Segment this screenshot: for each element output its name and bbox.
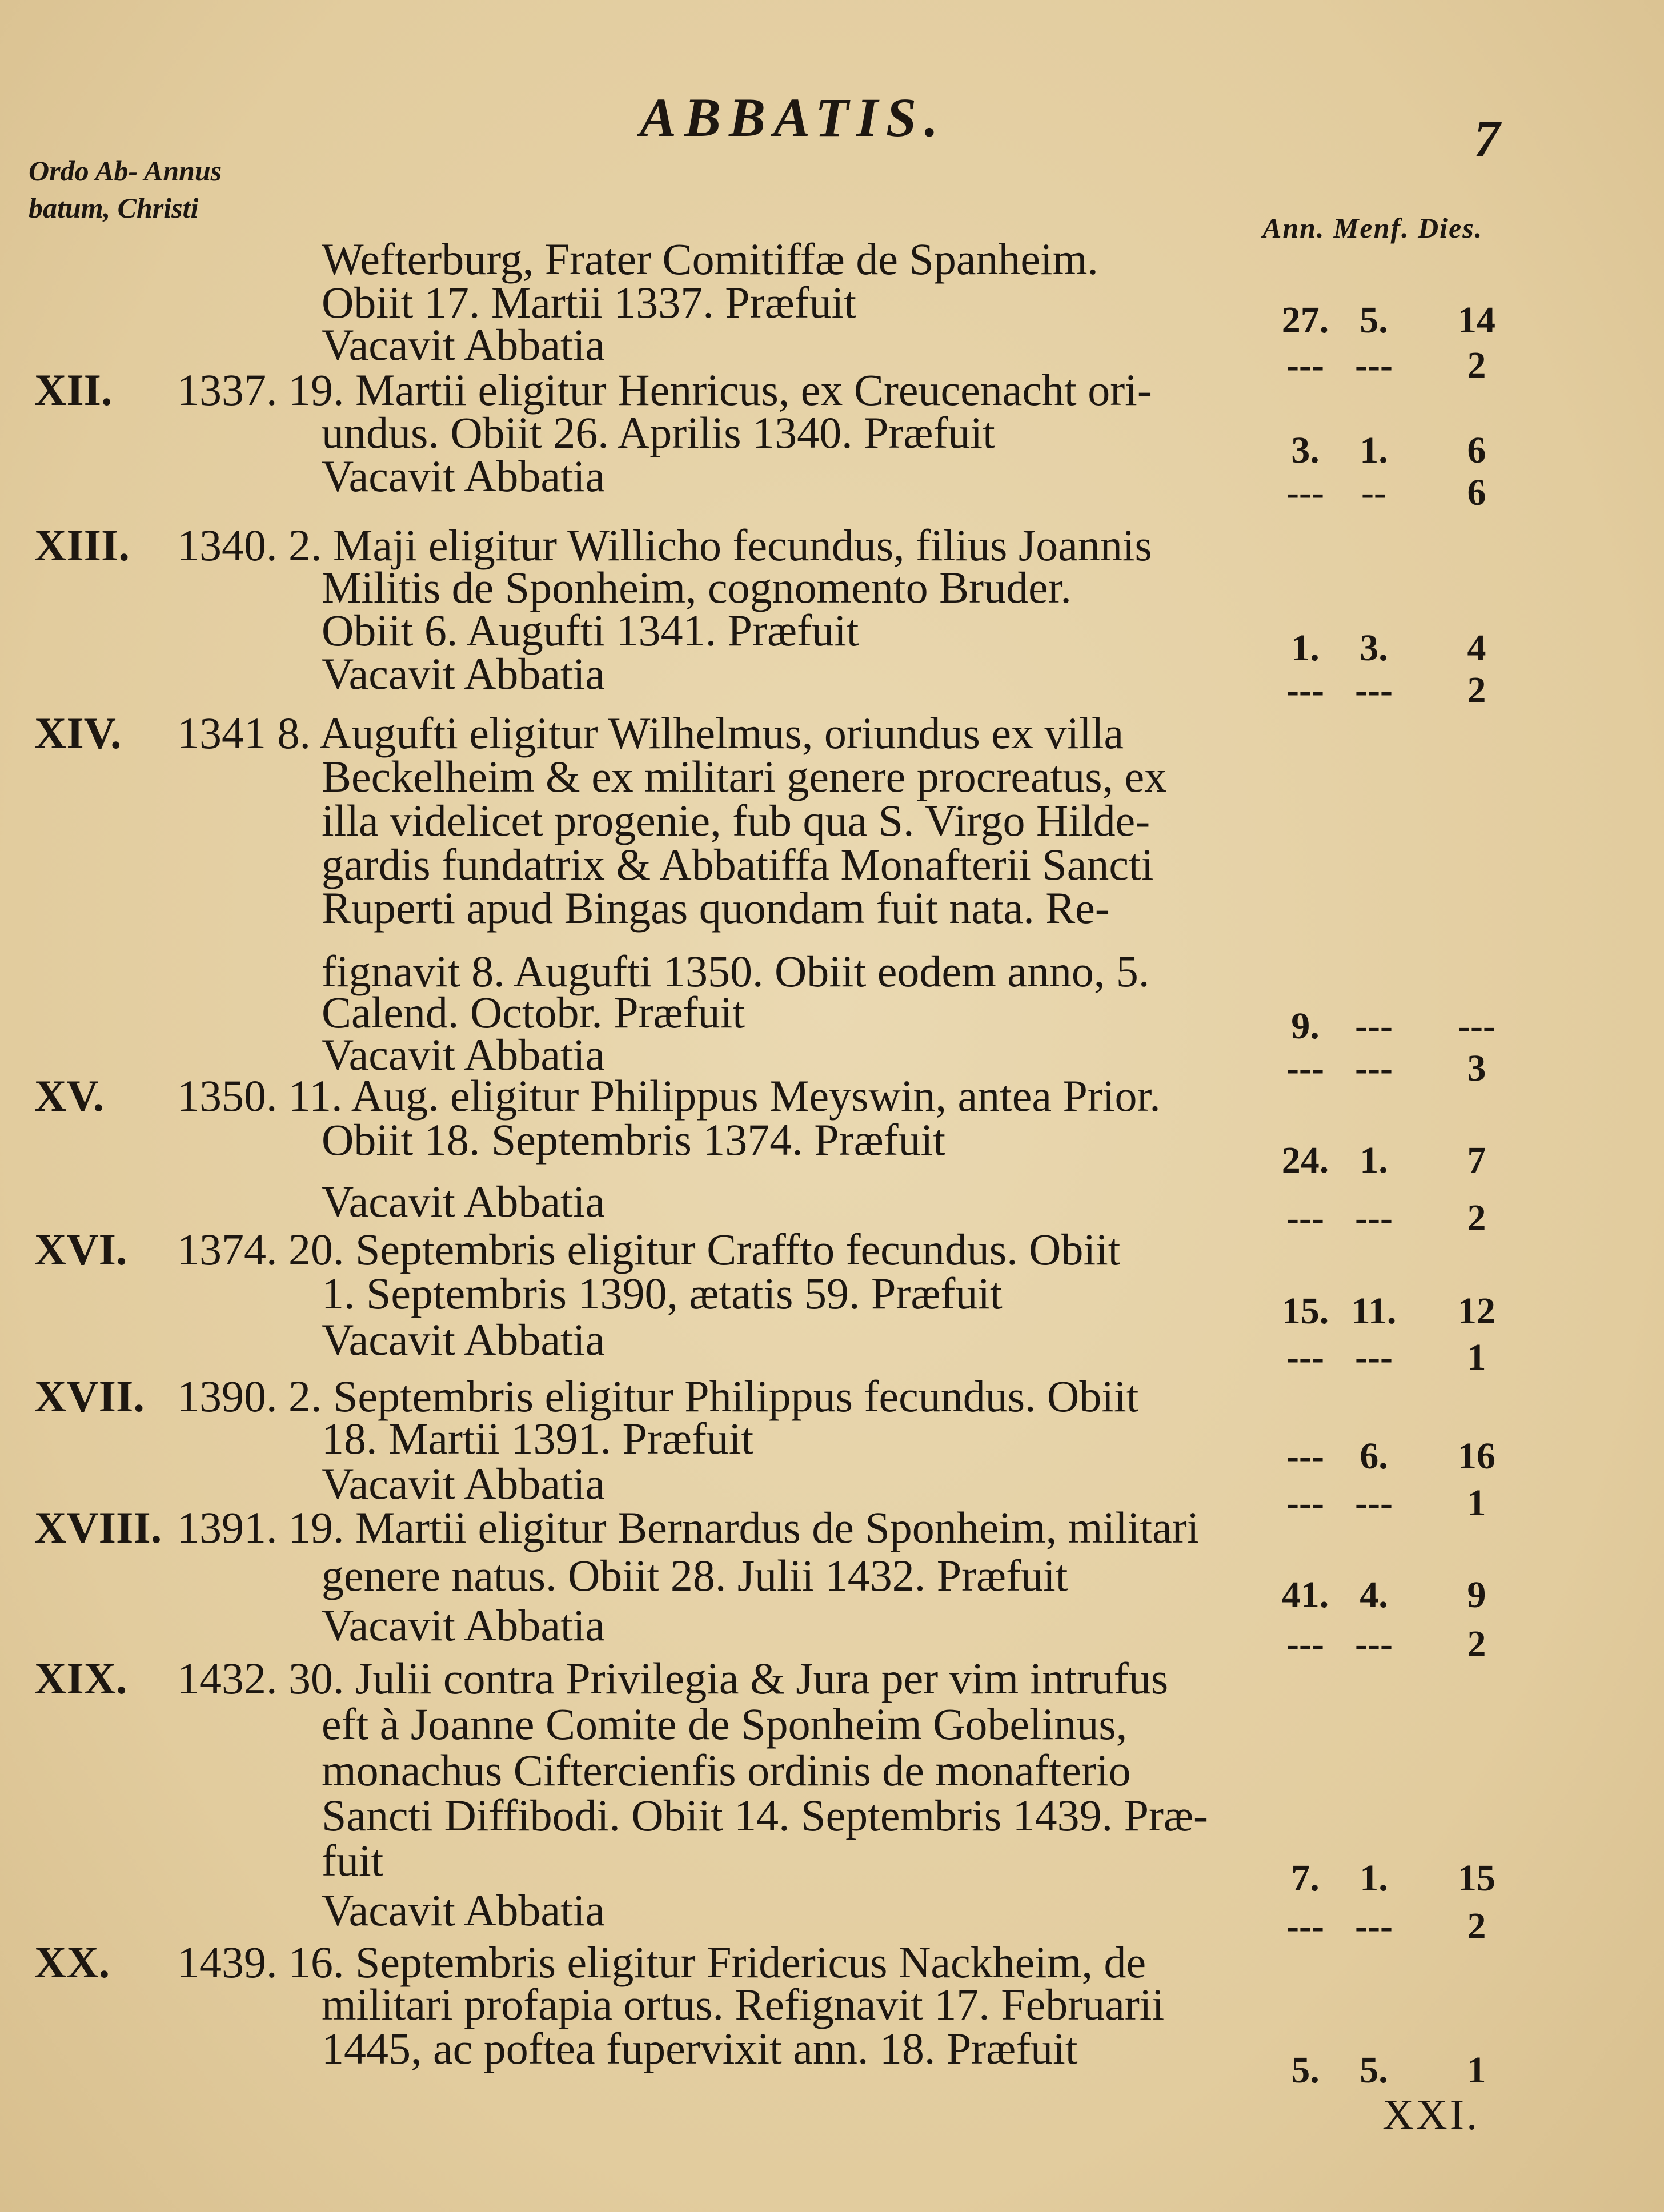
- text-line: 1391. 19. Martii eligitur Bernardus de Sponheim, militari: [177, 1503, 1200, 1552]
- text-line: Calend. Octobr. Præfuit: [322, 987, 745, 1037]
- tally-months: ---: [1355, 1336, 1393, 1378]
- text-line: 1340. 2. Maji eligitur Willicho fecundus, filius Joannis: [177, 520, 1152, 570]
- tally-years: ---: [1286, 1482, 1324, 1524]
- tally-days: 9: [1467, 1574, 1486, 1616]
- text-line: 1374. 20. Septembris eligitur Craffto fecundus. Obiit: [177, 1225, 1121, 1274]
- tally-days: 14: [1458, 299, 1495, 341]
- text-line: 1432. 30. Julii contra Privilegia & Jura per vim intrufus: [177, 1653, 1169, 1703]
- tally-years: ---: [1286, 669, 1324, 711]
- text-line: 1439. 16. Septembris eligitur Fridericus Nackheim, de: [177, 1937, 1146, 1987]
- text-line: illa videlicet progenie, fub qua S. Virgo Hilde-: [322, 796, 1150, 845]
- text-line: monachus Ciftercienfis ordinis de monafterio: [322, 1745, 1131, 1795]
- tally-years: ---: [1286, 472, 1324, 513]
- text-line: Obiit 18. Septembris 1374. Præfuit: [322, 1115, 945, 1165]
- text-line: genere natus. Obiit 28. Julii 1432. Præfuit: [322, 1551, 1068, 1600]
- text-line: Vacavit Abbatia: [322, 1177, 605, 1226]
- tally-days: 1: [1467, 1482, 1486, 1524]
- tally-days: 12: [1458, 1290, 1495, 1332]
- text-line: eft à Joanne Comite de Sponheim Gobelinus,: [322, 1699, 1128, 1749]
- text-line: 1390. 2. Septembris eligitur Philippus fecundus. Obiit: [177, 1371, 1139, 1421]
- tally-months: ---: [1355, 1905, 1393, 1947]
- tally-days: 16: [1458, 1435, 1495, 1477]
- tally-years: ---: [1286, 1905, 1324, 1947]
- abbot-ordinal: XVI.: [34, 1225, 127, 1274]
- tally-months: ---: [1355, 1005, 1393, 1047]
- tally-months: ---: [1355, 344, 1393, 386]
- tally-months: 5.: [1360, 299, 1388, 341]
- tally-days: 2: [1467, 669, 1486, 711]
- text-line: Beckelheim & ex militari genere procreatus, ex: [322, 752, 1167, 801]
- tally-years: 7.: [1291, 1857, 1320, 1899]
- tally-months: 11.: [1351, 1290, 1397, 1332]
- tally-days: 1: [1467, 1336, 1486, 1378]
- tally-days: 2: [1467, 1197, 1486, 1239]
- running-title: ABBATIS.: [640, 87, 947, 148]
- tally-days: 1: [1467, 2049, 1486, 2091]
- abbot-ordinal: XII.: [34, 365, 113, 415]
- tally-years: ---: [1286, 1336, 1324, 1378]
- tally-years: 9.: [1291, 1005, 1320, 1047]
- tally-months: 4.: [1360, 1574, 1388, 1616]
- tally-months: ---: [1355, 1197, 1393, 1239]
- text-line: Vacavit Abbatia: [322, 451, 605, 501]
- text-line: Wefterburg, Frater Comitiffæ de Spanheim.: [322, 234, 1098, 284]
- text-line: 1337. 19. Martii eligitur Henricus, ex Creucenacht ori-: [177, 365, 1152, 415]
- text-line: fignavit 8. Augufti 1350. Obiit eodem anno, 5.: [322, 946, 1150, 996]
- text-line: militari profapia ortus. Refignavit 17. Februarii: [322, 1980, 1165, 2029]
- tally-months: ---: [1355, 1482, 1393, 1524]
- text-line: 1350. 11. Aug. eligitur Philippus Meyswin, antea Prior.: [177, 1071, 1161, 1121]
- text-line: gardis fundatrix & Abbatiffa Monafterii Sancti: [322, 840, 1154, 889]
- text-line: fuit: [322, 1836, 384, 1885]
- tally-years: ---: [1286, 1435, 1324, 1477]
- tally-months: 5.: [1360, 2049, 1388, 2091]
- text-line: Obiit 17. Martii 1337. Præfuit: [322, 278, 856, 327]
- tally-years: 5.: [1291, 2049, 1320, 2091]
- text-line: Vacavit Abbatia: [322, 1459, 605, 1508]
- column-header-abbatum-christi: batum, Christi: [29, 192, 199, 224]
- catchword: XXI.: [1382, 2091, 1480, 2139]
- tally-years: ---: [1286, 1623, 1324, 1665]
- tally-months: 6.: [1360, 1435, 1388, 1477]
- abbot-ordinal: XVII.: [34, 1371, 145, 1421]
- text-line: Vacavit Abbatia: [322, 649, 605, 698]
- tally-months: 1.: [1360, 1857, 1388, 1899]
- tally-years: ---: [1286, 1197, 1324, 1239]
- text-line: Vacavit Abbatia: [322, 1885, 605, 1935]
- tally-days: 3: [1467, 1047, 1486, 1089]
- tally-months: --: [1361, 472, 1386, 513]
- text-line: undus. Obiit 26. Aprilis 1340. Præfuit: [322, 408, 995, 457]
- tally-months: ---: [1355, 669, 1393, 711]
- abbot-ordinal: XIII.: [34, 520, 130, 570]
- tally-months: ---: [1355, 1047, 1393, 1089]
- tally-months: 3.: [1360, 627, 1388, 669]
- tally-years: 41.: [1281, 1574, 1329, 1616]
- tally-months: 1.: [1360, 429, 1388, 471]
- tally-days: ---: [1458, 1005, 1495, 1047]
- text-line: Vacavit Abbatia: [322, 320, 605, 370]
- text-line: Vacavit Abbatia: [322, 1600, 605, 1650]
- tally-days: 15: [1458, 1857, 1495, 1899]
- page-number: 7: [1474, 110, 1500, 168]
- tally-days: 2: [1467, 344, 1486, 386]
- column-header-ordo-annus: Ordo Ab- Annus: [29, 155, 222, 187]
- tally-days: 6: [1467, 429, 1486, 471]
- tally-months: ---: [1355, 1623, 1393, 1665]
- tally-days: 2: [1467, 1905, 1486, 1947]
- text-line: 18. Martii 1391. Præfuit: [322, 1414, 754, 1463]
- tally-years: 15.: [1281, 1290, 1329, 1332]
- text-line: Obiit 6. Augufti 1341. Præfuit: [322, 605, 859, 655]
- tally-days: 2: [1467, 1623, 1486, 1665]
- text-line: Militis de Sponheim, cognomento Bruder.: [322, 563, 1072, 612]
- tally-days: 6: [1467, 472, 1486, 513]
- tally-months: 1.: [1360, 1139, 1388, 1181]
- text-line: Vacavit Abbatia: [322, 1315, 605, 1364]
- tally-years: 1.: [1291, 627, 1320, 669]
- tally-years: 27.: [1281, 299, 1329, 341]
- text-line: Sancti Diffibodi. Obiit 14. Septembris 1439. Præ-: [322, 1791, 1209, 1840]
- tally-days: 4: [1467, 627, 1486, 669]
- text-line: 1341 8. Augufti eligitur Wilhelmus, oriundus ex villa: [177, 708, 1124, 758]
- abbot-ordinal: XX.: [34, 1937, 110, 1987]
- abbot-ordinal: XV.: [34, 1071, 105, 1121]
- tally-years: 3.: [1291, 429, 1320, 471]
- tally-years: 24.: [1281, 1139, 1329, 1181]
- text-line: Ruperti apud Bingas quondam fuit nata. Re-: [322, 883, 1110, 933]
- abbot-ordinal: XVIII.: [34, 1503, 162, 1552]
- text-line: 1. Septembris 1390, ætatis 59. Præfuit: [322, 1268, 1003, 1318]
- abbot-ordinal: XIV.: [34, 708, 122, 758]
- text-line: 1445, ac poftea fupervixit ann. 18. Præfuit: [322, 2024, 1078, 2073]
- abbot-ordinal: XIX.: [34, 1653, 127, 1703]
- text-line: Vacavit Abbatia: [322, 1030, 605, 1079]
- column-header-ann-mens-dies: Ann. Menf. Dies.: [1262, 212, 1483, 244]
- tally-years: ---: [1286, 1047, 1324, 1089]
- tally-years: ---: [1286, 344, 1324, 386]
- tally-days: 7: [1467, 1139, 1486, 1181]
